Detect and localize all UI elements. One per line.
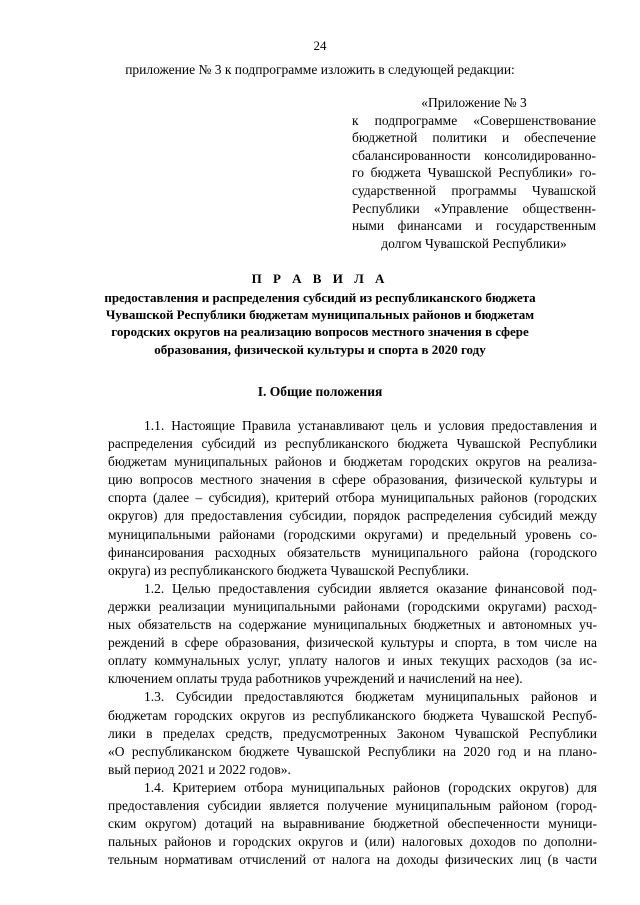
paragraph-2-line: 1.2. Целью предоставления субсидии является оказание финансовой под-: [144, 580, 597, 596]
paragraph-4-line: тельным нормативам отчислений от налога на доходы физических лиц (в части: [108, 852, 597, 868]
paragraph-1-line: бюджетам муниципальных районов и бюджетам городских округов на реализа-: [108, 454, 597, 470]
paragraph-2-line: оплату коммунальных услуг, уплату налогов и иных текущих расходов (за ис-: [108, 653, 597, 669]
paragraph-1-line: округа) из республиканского бюджета Чувашской Республики.: [108, 562, 469, 578]
paragraph-2-line: ных обязательств на содержание муниципальных бюджетных и автономных уч-: [108, 617, 597, 633]
section-heading: I. Общие положения: [257, 384, 383, 399]
subtitle-line: Чувашской Республики бюджетам муниципальных районов и бюджетам: [105, 307, 535, 323]
appendix-line: Республики «Управление общественн-: [352, 200, 596, 216]
paragraph-3-line: 1.3. Субсидии предоставляются бюджетам муниципальных районов и: [144, 689, 597, 705]
paragraph-3-line: вый период 2021 и 2022 годов».: [108, 761, 291, 777]
appendix-line: бюджетной политики и обеспечение: [352, 130, 596, 146]
paragraph-3-line: лики в пределах средств, предусмотренных Законом Чувашской Республики: [108, 725, 597, 741]
paragraph-1-line: спорта (далее – субсидия), критерий отбора муниципальных районов (городских: [108, 490, 597, 506]
document-title: П Р А В И Л А: [251, 271, 389, 286]
appendix-line: долгом Чувашской Республики»: [381, 235, 567, 251]
paragraph-1-line: цию вопросов местного значения в сфере образования, физической культуры и: [108, 472, 597, 488]
body-text: [108, 417, 597, 869]
paragraph-4-line: ским округом) дотаций на выравнивание бюджетной обеспеченности муници-: [108, 816, 597, 832]
appendix-line: го бюджета Чувашской Республики» го-: [352, 165, 596, 181]
paragraph-4-line: пальных районов и городских округов и (или) налоговых доходов по дополни-: [108, 834, 597, 850]
appendix-line: сбалансированности консолидированно-: [352, 147, 596, 163]
document-subtitle: [90, 289, 550, 358]
subtitle-line: предоставления и распределения субсидий из республиканского бюджета: [104, 290, 536, 305]
page-number: 24: [313, 38, 327, 53]
subtitle-line: образования, физической культуры и спорта в 2020 году: [154, 341, 486, 357]
intro-line: приложение № 3 к подпрограмме изложить в следующей редакции:: [125, 62, 515, 77]
paragraph-3-line: бюджетам городских округов из республиканского бюджета Чувашской Респуб-: [108, 707, 597, 723]
appendix-line: сударственной программы Чувашской: [352, 182, 596, 198]
paragraph-1-line: муниципальными районами (городскими округами) и предельный уровень со-: [108, 526, 597, 542]
paragraph-1-line: финансирования расходных обязательств муниципального района (городского: [108, 544, 597, 560]
paragraph-3-line: «О республиканском бюджете Чувашской Республики на 2020 год и на плано-: [108, 743, 597, 759]
paragraph-2-line: реждений в сфере образования, физической культуры и спорта, в том числе на: [108, 635, 597, 651]
appendix-line: ными финансами и государственным: [352, 218, 596, 234]
subtitle-line: городских округов на реализацию вопросов местного значения в сфере: [111, 324, 529, 340]
paragraph-1-line: распределения субсидий из республиканского бюджета Чувашской Республики: [108, 436, 597, 452]
paragraph-4-line: предоставления субсидии является получение муниципальным районом (город-: [108, 797, 597, 813]
paragraph-2-line: держки реализации муниципальными районами (городскими округами) расход-: [108, 598, 597, 614]
appendix-line: к подпрограмме «Совершенствование: [352, 112, 596, 128]
paragraph-2-line: ключением оплаты труда работников учреждений и начислений на нее).: [108, 671, 523, 687]
paragraph-4-line: 1.4. Критерием отбора муниципальных районов (городских округов) для: [144, 779, 597, 795]
paragraph-1-line: 1.1. Настоящие Правила устанавливают цель и условия предоставления и: [144, 418, 597, 433]
appendix-line: «Приложение № 3: [421, 95, 527, 110]
appendix-header: [352, 94, 596, 252]
paragraph-1-line: округов) для предоставления субсидии, порядок распределения субсидий между: [108, 508, 597, 524]
